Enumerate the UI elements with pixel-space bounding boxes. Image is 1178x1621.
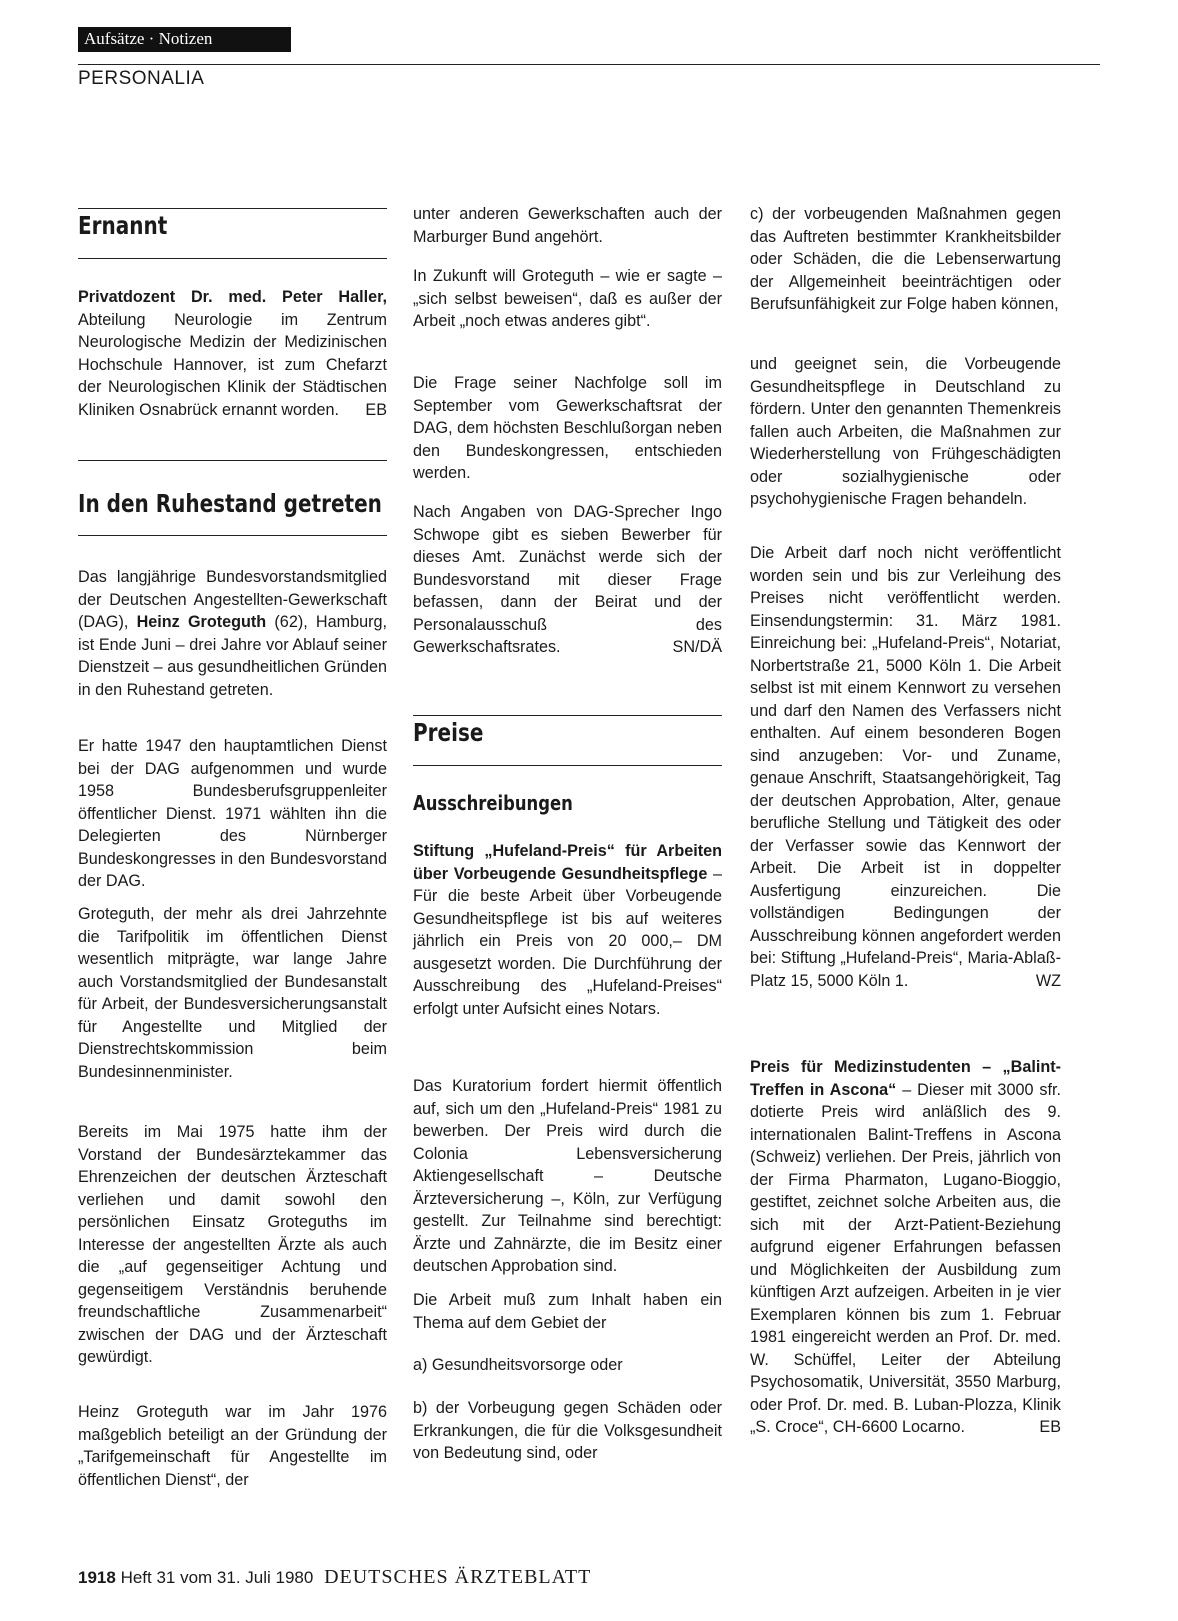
paragraph: Heinz Groteguth war im Jahr 1976 maßgeblich beteiligt an der Gründung der „Tarifgemeinschaft für Angestellte im öffentlichen Dienst“, der <box>78 1403 387 1489</box>
paragraph-text: – Für die beste Arbeit über Vorbeugende Gesundheitspflege ist bis auf weiteres jährlich ein Preis von 20 000,– DM ausgesetzt worden. Die Durchführung der Ausschreibung des „Hufeland-Preises“ erfolgt unter Aufsicht eines Notars. <box>413 864 722 1018</box>
signature: SN/DÄ <box>672 638 722 656</box>
paragraph-text: – Dieser mit 3000 sfr. dotierte Preis wird anläßlich des 9. internationalen Balint-Treffens in Ascona (Schweiz) verliehen. Der Preis, jährlich von der Firma Pharmaton, Lugano-Bioggio, gestiftet, zeichnet solche Arbeiten aus, die sich mit der Arzt-Patient-Beziehung aufgrund eigener Erfahrungen befassen und Möglichkeiten der Ausbildung zum künftigen Arzt aufzeigen. Arbeiten in je vier Exemplaren können bis zum 1. Februar 1981 eingereicht werden an Prof. Dr. med. W. Schüffel, Leiter der Abteilung Psychosomatik, Universität, 3550 Marburg, oder Prof. Dr. med. B. Luban-Plozza, Klinik „S. Croce“, CH-6600 Locarno. <box>750 1080 1061 1436</box>
paragraph: Bereits im Mai 1975 hatte ihm der Vorstand der Bundesärztekammer das Ehrenzeichen der deutschen Ärzteschaft verliehen und damit sowohl den persönlichen Einsatz Groteguths im Interesse der angestellten Ärzte als auch die „auf gegenseitiger Achtung und gegenseitigem Verständnis beruhende freundschaftliche Zusammenarbeit“ zwischen der DAG und der Ärzteschaft gewürdigt. <box>78 1123 387 1366</box>
page-footer <box>78 1566 591 1589</box>
rule <box>78 208 387 209</box>
paragraph: und geeignet sein, die Vorbeugende Gesundheitspflege in Deutschland zu fördern. Unter den genannten Themenkreis fallen auch Arbeiten, die Maßnahmen zur Wiederherstellung von Frühgeschädigten oder sozialhygienische oder psychohygienische Fragen behandeln. <box>750 355 1061 508</box>
section-tag-text: Aufsätze · Notizen <box>84 29 213 48</box>
paragraph-text: Nach Angaben von DAG-Sprecher Ingo Schwope gibt es sieben Bewerber für dieses Amt. Zunächst werde sich der Bundesvorstand mit dieser Frage befassen, dann der Beirat und der Personalausschuß des Gewerkschaftsrates. <box>413 503 722 656</box>
header-rule <box>78 64 1100 65</box>
heading-preise: Preise <box>413 718 484 747</box>
heading-ernannt: Ernannt <box>78 211 168 240</box>
paragraph: c) der vorbeugenden Maßnahmen gegen das Auftreten bestimmter Krankheitsbilder oder Schäden, die die Lebenserwartung der Allgemeinheit beeinträchtigen oder Berufsunfähigkeit zur Folge haben können, <box>750 205 1061 313</box>
rule <box>78 535 387 536</box>
rule <box>78 460 387 461</box>
paragraph: Groteguth, der mehr als drei Jahrzehnte die Tarifpolitik im öffentlichen Dienst wesentlich mitprägte, war lange Jahre auch Vorstandsmitglied der Bundesanstalt für Arbeit, der Bundesversicherungsanstalt für Angestellte und Mitglied der Dienstrechtskommission beim Bundesinnenminister. <box>78 905 387 1081</box>
rule <box>78 258 387 259</box>
signature: EB <box>365 400 387 419</box>
heading-ausschreibungen: Ausschreibungen <box>413 791 573 815</box>
paragraph-text: Die Arbeit darf noch nicht veröffentlicht worden sein und bis zur Verleihung des Preises nicht veröffentlicht werden. Einsendungstermin: 31. März 1981. Einreichung bei: „Hufeland-Preis“, Notariat, Norbertstraße 21, 5000 Köln 1. Die Arbeit selbst ist mit einem Kennwort zu versehen und darf den Namen des Verfassers nicht enthalten. Auf einem besonderen Bogen sind anzugeben: Vor- und Zuname, genaue Anschrift, Staatsangehörigkeit, Tag der deutschen Approbation, Alter, genaue berufliche Stellung und Tätigkeit des oder der Verfasser sowie das Kennwort der Arbeit. Die Arbeit ist in doppelter Ausfertigung einzureichen. Die vollständigen Bedingungen der Ausschreibung können angefordert werden bei: Stiftung „Hufeland-Preis“, Maria-Ablaß-Platz 15, 5000 Köln 1. <box>750 544 1061 990</box>
paragraph <box>413 501 722 659</box>
signature: WZ <box>1035 971 1061 990</box>
heading-ruhestand: In den Ruhestand getreten <box>78 489 382 518</box>
paragraph <box>78 286 387 421</box>
issue-info: Heft 31 vom 31. Juli 1980 <box>120 1568 314 1587</box>
paragraph <box>750 542 1061 992</box>
bold-lead: Preis für Medizinstudenten – „Balint-Treffen in Ascona“ <box>750 1058 1061 1099</box>
paragraph <box>413 840 722 1020</box>
paragraph-text: Abteilung Neurologie im Zentrum Neurologische Medizin der Medizinischen Hochschule Hannover, ist zum Chefarzt der Neurologischen Klinik der Städtischen Kliniken Osnabrück ernannt worden. <box>78 310 387 419</box>
paragraph <box>78 566 387 701</box>
paragraph: Das Kuratorium fordert hiermit öffentlich auf, sich um den „Hufeland-Preis“ 1981 zu bewerben. Der Preis wird durch die Colonia Lebensversicherung Aktiengesellschaft – Deutsche Ärzteversicherung –, Köln, zur Verfügung gestellt. Zur Teilnahme sind berechtigt: Ärzte und Zahnärzte, die im Besitz einer deutschen Approbation sind. <box>413 1077 722 1275</box>
rule <box>413 765 722 766</box>
page-number: 1918 <box>78 1568 116 1587</box>
paragraph: a) Gesundheitsvorsorge oder <box>413 1356 623 1374</box>
paragraph <box>750 1056 1061 1439</box>
signature: EB <box>1039 1418 1061 1436</box>
section-title: PERSONALIA <box>78 68 205 89</box>
bold-lead: Stiftung „Hufeland-Preis“ für Arbeiten über Vorbeugende Gesundheitspflege <box>413 842 722 883</box>
section-tag <box>78 27 291 52</box>
paragraph: In Zukunft will Groteguth – wie er sagte – „sich selbst beweisen“, daß es außer der Arbeit „noch etwas anderes gibt“. <box>413 267 722 330</box>
bold-name: Heinz Groteguth <box>136 613 267 631</box>
journal-name: DEUTSCHES ÄRZTEBLATT <box>324 1566 592 1588</box>
paragraph: Er hatte 1947 den hauptamtlichen Dienst bei der DAG aufgenommen und wurde 1958 Bundesberufsgruppenleiter öffentlicher Dienst. 1971 wählten ihn die Delegierten des Nürnberger Bundeskongresses in den Bundesvorstand der DAG. <box>78 737 387 890</box>
paragraph: Die Frage seiner Nachfolge soll im September vom Gewerkschaftsrat der DAG, dem höchsten Beschlußorgan neben den Bundeskongressen, entschieden werden. <box>413 374 722 482</box>
rule <box>413 715 722 716</box>
paragraph: unter anderen Gewerkschaften auch der Marburger Bund angehört. <box>413 205 722 246</box>
paragraph: b) der Vorbeugung gegen Schäden oder Erkrankungen, die für die Volksgesundheit von Bedeutung sind, oder <box>413 1399 722 1462</box>
paragraph-text: (62), Hamburg, ist Ende Juni – drei Jahre vor Ablauf seiner Dienstzeit – aus gesundheitlichen Gründen in den Ruhestand getreten. <box>78 613 387 699</box>
paragraph-text: Das langjährige Bundesvorstandsmitglied der Deutschen Angestellten-Gewerkschaft (DAG), <box>78 568 387 631</box>
bold-lead: Privatdozent Dr. med. Peter Haller, <box>78 288 387 306</box>
paragraph: Die Arbeit muß zum Inhalt haben ein Thema auf dem Gebiet der <box>413 1291 722 1332</box>
